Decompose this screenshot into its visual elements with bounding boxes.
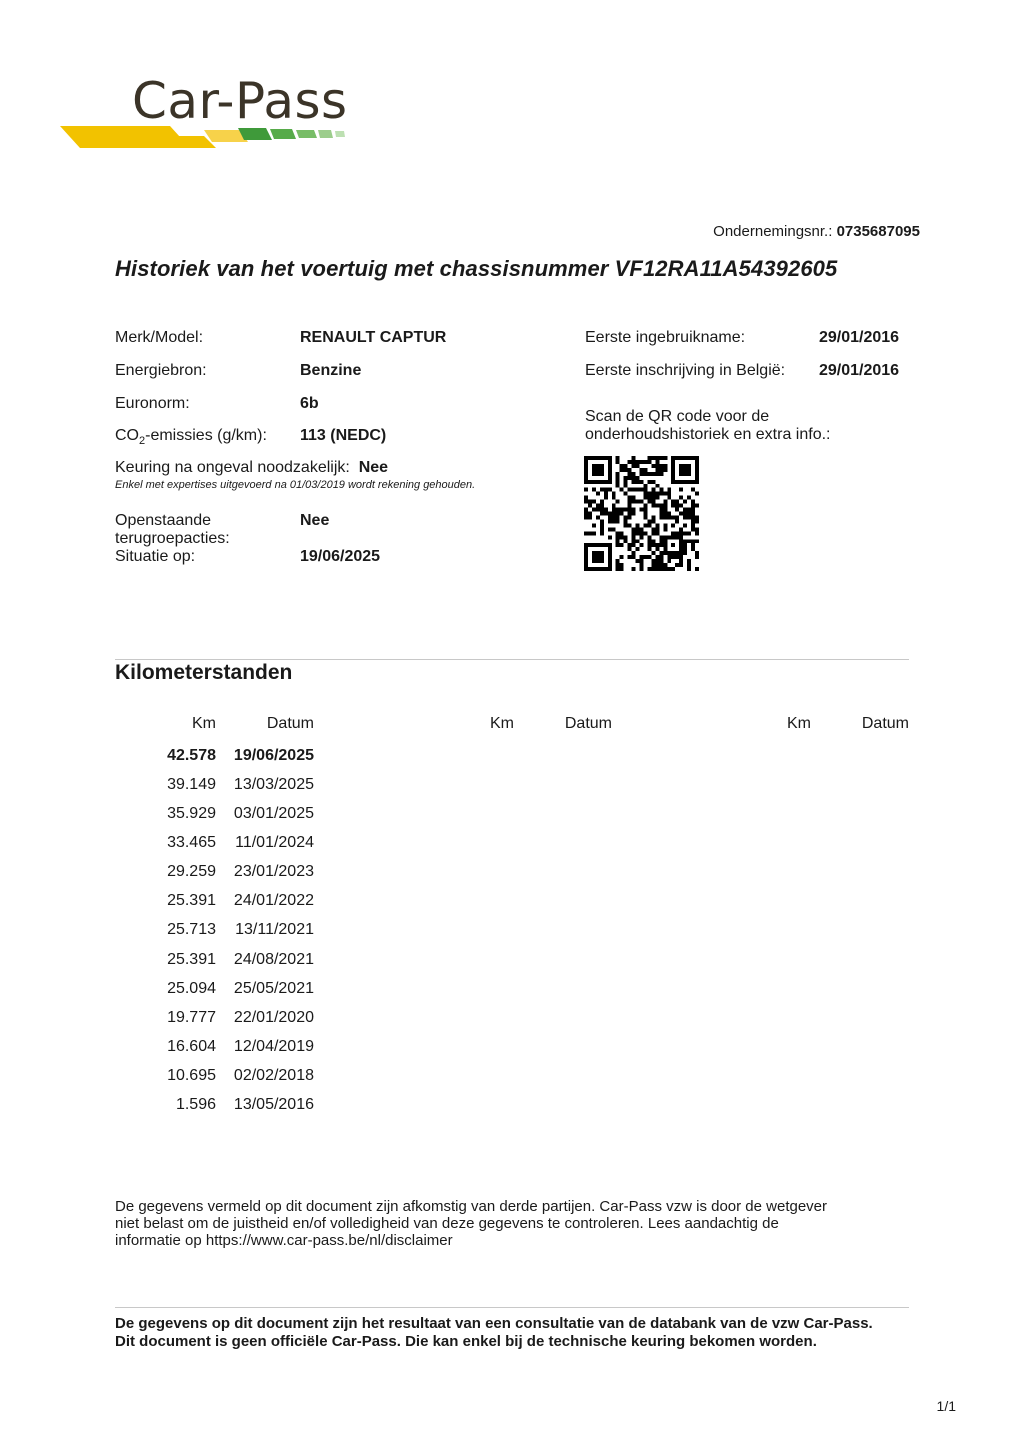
qr-instructions-line1: Scan de QR code voor de [585,408,770,425]
inspection-note: Enkel met expertises uitgevoerd na 01/03/2019 wordt rekening gehouden. [115,479,476,491]
recall-label-line1: Openstaande [115,512,212,529]
date-header-2: Datum [564,715,612,732]
date-header-1: Datum [266,715,314,732]
disclaimer-line1: De gegevens vermeld op dit document zijn afkomstig van derde partijen. Car-Pass vzw is door de wetgever [115,1198,828,1215]
first-use-label: Eerste ingebruikname: [585,329,746,346]
mileage-km: 35.929 [167,805,216,822]
mileage-date: 24/08/2021 [233,951,314,968]
euronorm-label: Euronorm: [115,395,190,412]
mileage-date: 12/04/2019 [233,1038,314,1055]
first-registration-label: Eerste inschrijving in België: [585,362,786,379]
recall-value: Nee [300,512,330,529]
co2-label-post: -emissies (g/km): [145,427,267,444]
mileage-date: 24/01/2022 [233,892,314,909]
mileage-km: 42.578 [167,747,216,764]
disclaimer-line2: niet belast om de juistheid en/of volledigheid van deze gegevens te controleren. Lees aandachtig de [115,1215,779,1232]
mileage-km: 33.465 [167,834,216,851]
km-header-3: Km [787,715,811,732]
co2-label [115,427,267,447]
first-use-value: 29/01/2016 [819,329,900,346]
document-title: Historiek van het voertuig met chassisnummer VF12RA11A54392605 [115,256,838,281]
logo-wordmark: Car-Pass [132,72,348,130]
official-note-line2: Dit document is geen officiële Car-Pass. Die kan enkel bij de technische keuring bekomen worden. [115,1333,817,1350]
section-divider [115,659,909,660]
mileage-km: 39.149 [167,776,216,793]
mileage-km: 25.713 [167,921,216,938]
official-note-line1: De gegevens op dit document zijn het resultaat van een consultatie van de databank van de vzw Car-Pass. [115,1315,873,1332]
mileage-km: 19.777 [167,1009,216,1026]
mileage-date: 03/01/2025 [233,805,314,822]
recall-label-line2: terugroepacties: [115,530,230,547]
mileage-km: 29.259 [167,863,216,880]
brand-value: RENAULT CAPTUR [300,329,447,346]
page-number: 1/1 [936,1398,956,1414]
car-pass-logo [58,72,358,156]
disclaimer-line3[interactable]: informatie op https://www.car-pass.be/nl/disclaimer [115,1232,453,1249]
company-number-label: Ondernemingsnr.: [713,223,833,240]
mileage-km: 25.391 [167,892,216,909]
mileage-date: 25/05/2021 [233,980,314,997]
footer-divider [115,1307,909,1308]
km-header-1: Km [192,715,216,732]
qr-instructions [585,408,885,444]
mileage-km: 1.596 [175,1096,216,1113]
qr-code-icon[interactable] [584,456,699,571]
mileage-km: 16.604 [167,1038,216,1055]
mileage-date: 13/05/2016 [233,1096,314,1113]
inspection-value: Nee [358,459,389,476]
mileage-date: 13/11/2021 [235,921,314,938]
inspection-label: Keuring na ongeval noodzakelijk: [115,459,350,476]
co2-label-sub: 2 [139,435,146,448]
mileage-date: 23/01/2023 [233,863,314,880]
first-registration-value: 29/01/2016 [819,362,900,379]
energy-label: Energiebron: [115,362,207,379]
mileage-km: 25.391 [167,951,216,968]
inspection-row [115,459,388,477]
km-header-2: Km [490,715,514,732]
mileage-date: 13/03/2025 [233,776,314,793]
situation-value: 19/06/2025 [300,548,381,565]
mileage-date: 22/01/2020 [233,1009,314,1026]
date-header-3: Datum [861,715,909,732]
energy-value: Benzine [300,362,362,379]
recall-label [115,512,230,548]
brand-label: Merk/Model: [115,329,204,346]
mileage-date: 11/01/2024 [235,834,314,851]
qr-instructions-line2: onderhoudshistoriek en extra info.: [585,426,831,443]
mileage-date: 19/06/2025 [233,747,314,764]
company-number [713,223,920,240]
mileage-km: 25.094 [167,980,216,997]
official-note [115,1315,915,1351]
disclaimer-text [115,1198,905,1249]
qr-code-graphic [584,456,699,571]
situation-label: Situatie op: [115,548,196,565]
company-number-value: 0735687095 [836,223,920,240]
mileage-section-title: Kilometerstanden [115,661,293,684]
euronorm-value: 6b [300,395,319,412]
co2-value: 113 (NEDC) [300,427,387,444]
co2-label-pre: CO [115,427,139,444]
mileage-km: 10.695 [167,1067,216,1084]
mileage-date: 02/02/2018 [233,1067,314,1084]
